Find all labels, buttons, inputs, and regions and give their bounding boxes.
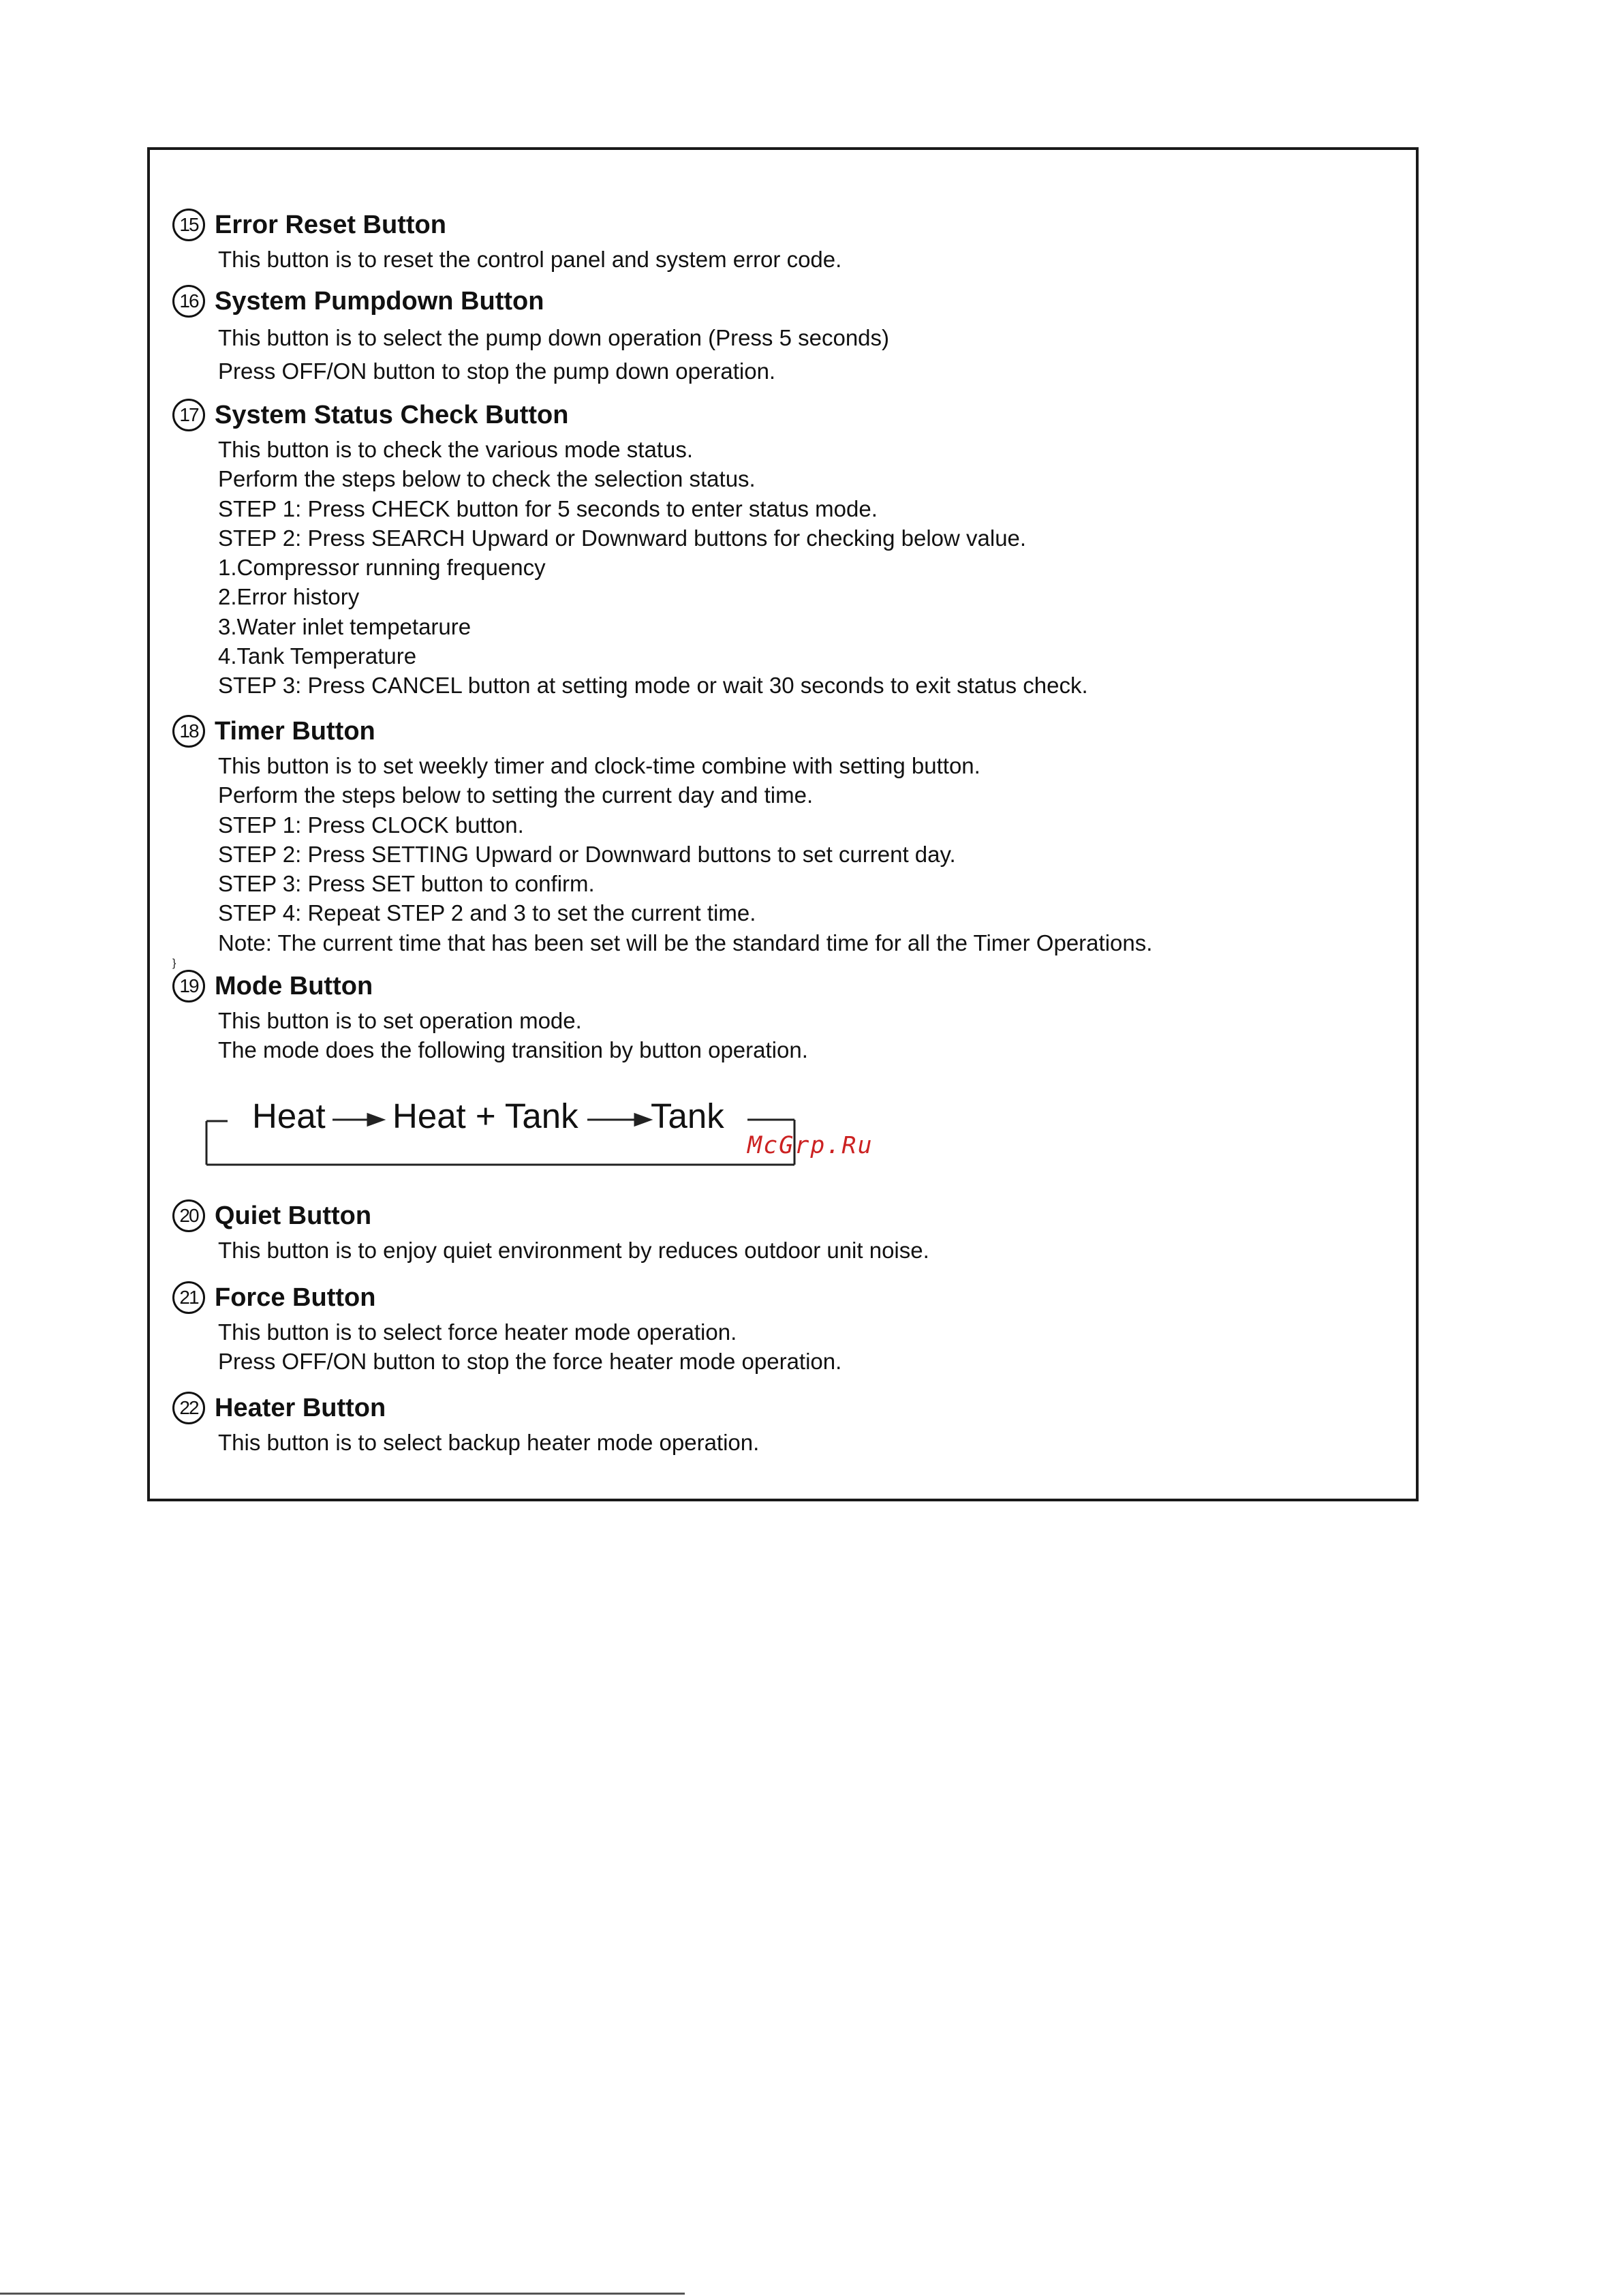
text-line: STEP 1: Press CHECK button for 5 seconds to enter status mode.: [218, 495, 878, 521]
section-timer: 18 Timer Button This button is to set weekly timer and clock-time combine with setting button. Perform the steps below to setting the current day and time. STEP 1: Press CLOCK button. STEP 2: Press SETTING Upward or Downward buttons to set current day. STEP 3: Press SET button to confirm. STEP 4: Repeat STEP 2 and 3 to set the current time. Note: The current time that has been set will be the standard time for all the Timer Operations. }: [172, 711, 1152, 970]
section-mode: [172, 966, 808, 1065]
text-line: Press OFF/ON button to stop the pump down operation.: [218, 358, 776, 384]
arrow-head-2: [635, 1114, 650, 1125]
text-line: 1.Compressor running frequency: [218, 555, 546, 581]
watermark: McGrp.Ru: [747, 1132, 874, 1159]
section-error-reset: [172, 205, 841, 274]
text-line: Press OFF/ON button to stop the force heater mode operation.: [218, 1349, 842, 1375]
section-title: System Pumpdown Button: [215, 287, 544, 316]
bottom-rule: [0, 2293, 685, 2295]
section-system-pumpdown: [172, 281, 889, 388]
circled-number-21: 21: [172, 1281, 205, 1314]
text-line: The mode does the following transition by button operation.: [218, 1037, 808, 1063]
mode-tank: Tank: [651, 1097, 724, 1135]
arrow-head-1: [368, 1114, 383, 1125]
section-title: Heater Button: [215, 1394, 386, 1422]
circled-number-19: 19: [172, 970, 205, 1002]
circled-number-16: 16: [172, 285, 205, 318]
text-line: Perform the steps below to check the selection status.: [218, 466, 756, 492]
text-line: This button is to select the pump down operation (Press 5 seconds): [218, 325, 890, 350]
text-line: STEP 2: Press SETTING Upward or Downward buttons to set current day.: [218, 841, 956, 867]
section-title: Timer Button: [215, 717, 375, 746]
section-title: Mode Button: [215, 972, 373, 1000]
text-line: This button is to set operation mode.: [218, 1008, 582, 1033]
text-line: Note: The current time that has been set will be the standard time for all the Timer Operations.: [218, 930, 1153, 955]
section-quiet: [172, 1196, 929, 1265]
section-system-status-check: [172, 395, 1088, 701]
section-title: Error Reset Button: [215, 211, 446, 239]
circled-number-15: 15: [172, 209, 205, 241]
text-line: STEP 1: Press CLOCK button.: [218, 812, 524, 838]
text-line: This button is to select backup heater mode operation.: [218, 1430, 760, 1455]
text-line: This button is to reset the control panel and system error code.: [218, 247, 842, 272]
text-line: STEP 2: Press SEARCH Upward or Downward buttons for checking below value.: [218, 525, 1027, 551]
text-line: STEP 3: Press CANCEL button at setting mode or wait 30 seconds to exit status check.: [218, 673, 1088, 699]
text-line: STEP 3: Press SET button to confirm.: [218, 871, 595, 897]
section-title: Force Button: [215, 1283, 376, 1312]
section-heater: [172, 1388, 759, 1457]
circled-number-20: 20: [172, 1199, 205, 1232]
circled-number-22: 22: [172, 1392, 205, 1424]
text-line: 4.Tank Temperature: [218, 643, 417, 669]
text-line: Perform the steps below to setting the current day and time.: [218, 782, 814, 808]
text-line: This button is to select force heater mode operation.: [218, 1319, 737, 1345]
circled-number-18: 18: [172, 715, 205, 748]
text-line: This button is to set weekly timer and clock-time combine with setting button.: [218, 753, 980, 778]
section-force: [172, 1278, 841, 1377]
text-line: This button is to check the various mode status.: [218, 437, 694, 462]
section-title: Quiet Button: [215, 1201, 372, 1230]
mode-heat-tank: Heat + Tank: [392, 1097, 578, 1135]
circled-number-17: 17: [172, 399, 205, 431]
text-line: STEP 4: Repeat STEP 2 and 3 to set the current time.: [218, 900, 756, 926]
text-line: This button is to enjoy quiet environment by reduces outdoor unit noise.: [218, 1238, 929, 1263]
text-line: 3.Water inlet tempetarure: [218, 613, 472, 639]
section-title: System Status Check Button: [215, 401, 569, 429]
mode-heat: Heat: [252, 1097, 326, 1135]
text-line: 2.Error history: [218, 584, 360, 610]
